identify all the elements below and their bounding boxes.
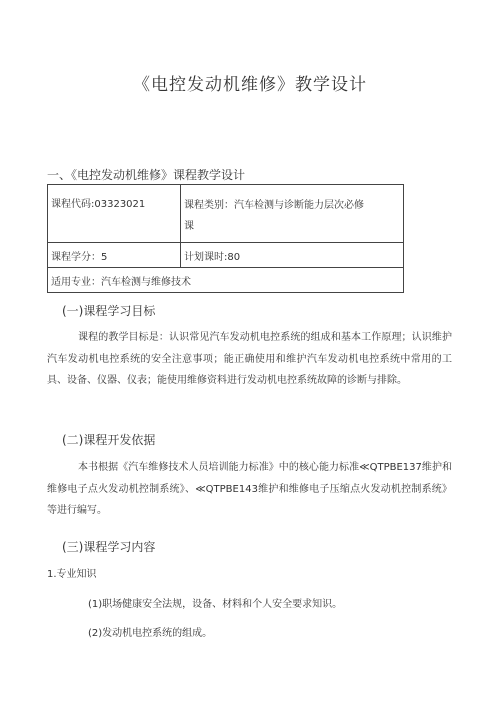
table-row — [48, 185, 404, 243]
basis-paragraph: 本书根据《汽车维修技术人员培训能力标准》中的核心能力标准≪QTPBE137维护和维修电子点火发动机控制系统》、≪QTPBE143维护和维修电子压缩点火发动机控制系统》等进行编写。 — [47, 462, 452, 516]
table-row — [48, 268, 404, 293]
course-major-cell: 适用专业：汽车检测与维修技术 — [48, 268, 404, 293]
knowledge-subheading: 1.专业知识 — [47, 569, 97, 580]
table-row — [48, 243, 404, 268]
course-info-table — [47, 184, 404, 293]
course-category-line2: 课 — [184, 221, 194, 232]
course-credits-cell: 课程学分：5 — [48, 243, 181, 268]
list-item: (2)发动机电控系统的组成。 — [88, 628, 213, 639]
content-heading: (三)课程学习内容 — [62, 540, 156, 554]
objectives-paragraph: 课程的教学目标是：认识常见汽车发动机电控系统的组成和基本工作原理；认识维护汽车发动机电控系统的安全注意事项；能正确使用和维护汽车发动机电控系统中常用的工具、设备、仪器、仪表；能使用维修资料进行发动机电控系统故障的诊断与排除。 — [47, 332, 452, 386]
course-code-cell: 课程代码:03323021 — [48, 185, 181, 243]
list-item: (1)职场健康安全法规，设备、材料和个人安全要求知识。 — [88, 599, 343, 610]
document-title: 《电控发动机维修》教学设计 — [133, 75, 367, 95]
section-heading: 一、《电控发动机维修》课程教学设计 — [47, 168, 246, 182]
basis-heading: (二)课程开发依据 — [62, 433, 156, 447]
course-hours-cell: 计划课时:80 — [181, 243, 404, 268]
objectives-heading: (一)课程学习目标 — [62, 304, 156, 318]
course-category-cell — [181, 185, 404, 243]
course-category-line1: 课程类别：汽车检测与诊断能力层次必修 — [184, 200, 364, 211]
